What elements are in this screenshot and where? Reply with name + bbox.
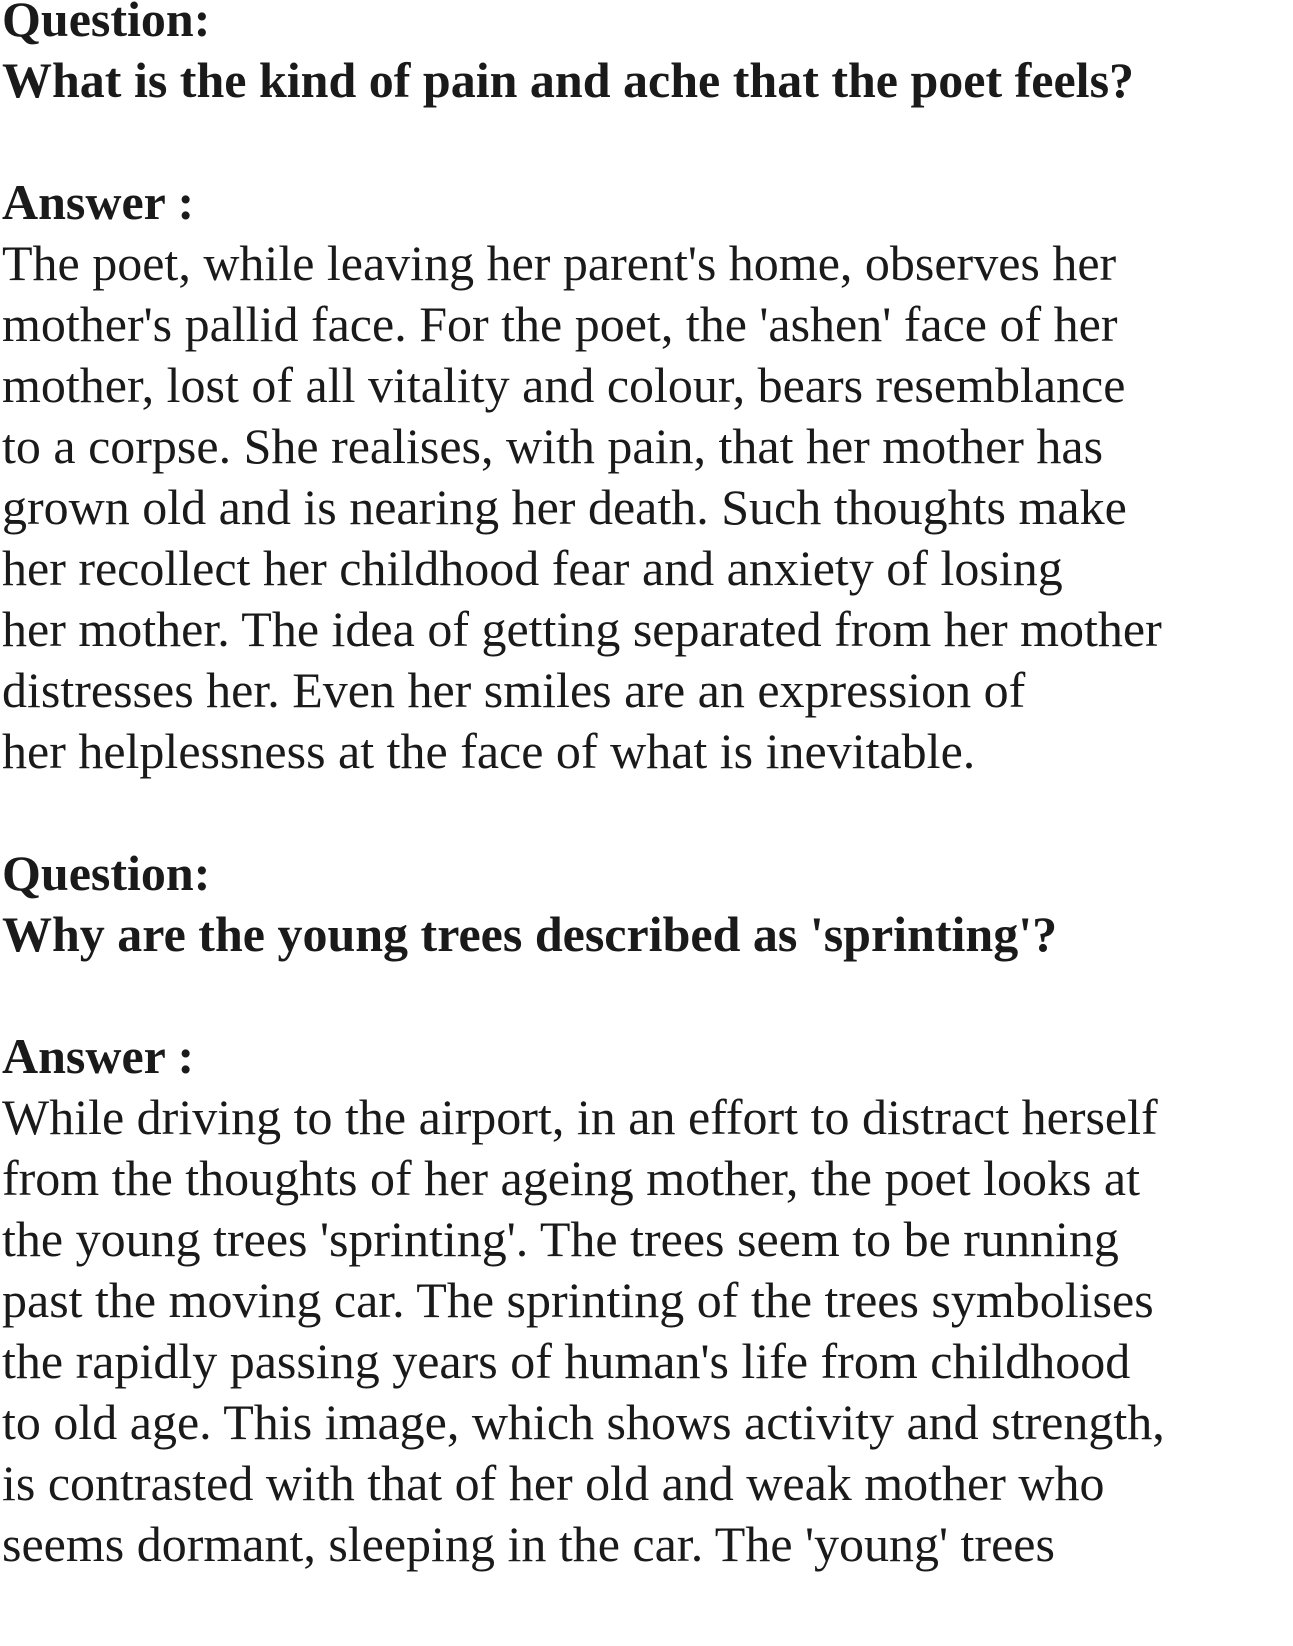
answer-label: Answer :: [2, 1028, 195, 1084]
answer-line: the young trees 'sprinting'. The trees seem to be running: [2, 1211, 1119, 1267]
answer-line: to a corpse. She realises, with pain, that her mother has: [2, 418, 1104, 474]
answer-line: The poet, while leaving her parent's home, observes her: [2, 235, 1117, 291]
answer-line: grown old and is nearing her death. Such thoughts make: [2, 479, 1127, 535]
answer-line: is contrasted with that of her old and weak mother who: [2, 1455, 1105, 1511]
answer-line: the rapidly passing years of human's life from childhood: [2, 1333, 1131, 1389]
question-text: What is the kind of pain and ache that the poet feels?: [2, 52, 1135, 108]
answer-line: to old age. This image, which shows activity and strength,: [2, 1394, 1165, 1450]
answer-line: from the thoughts of her ageing mother, the poet looks at: [2, 1150, 1141, 1206]
answer-line: distresses her. Even her smiles are an expression of: [2, 662, 1026, 718]
answer-line: past the moving car. The sprinting of the trees symbolises: [2, 1272, 1154, 1328]
answer-line: mother, lost of all vitality and colour, bears resemblance: [2, 357, 1126, 413]
question-label: Question:: [2, 0, 211, 47]
question-text: Why are the young trees described as 'sprinting'?: [2, 906, 1058, 962]
answer-line: her recollect her childhood fear and anxiety of losing: [2, 540, 1063, 596]
answer-line: seems dormant, sleeping in the car. The 'young' trees: [2, 1516, 1055, 1572]
question-label: Question:: [2, 845, 211, 901]
answer-line: mother's pallid face. For the poet, the 'ashen' face of her: [2, 296, 1118, 352]
answer-line: While driving to the airport, in an effort to distract herself: [2, 1089, 1158, 1145]
answer-line: her mother. The idea of getting separated from her mother: [2, 601, 1162, 657]
answer-line: her helplessness at the face of what is inevitable.: [2, 723, 976, 779]
answer-label: Answer :: [2, 174, 195, 230]
